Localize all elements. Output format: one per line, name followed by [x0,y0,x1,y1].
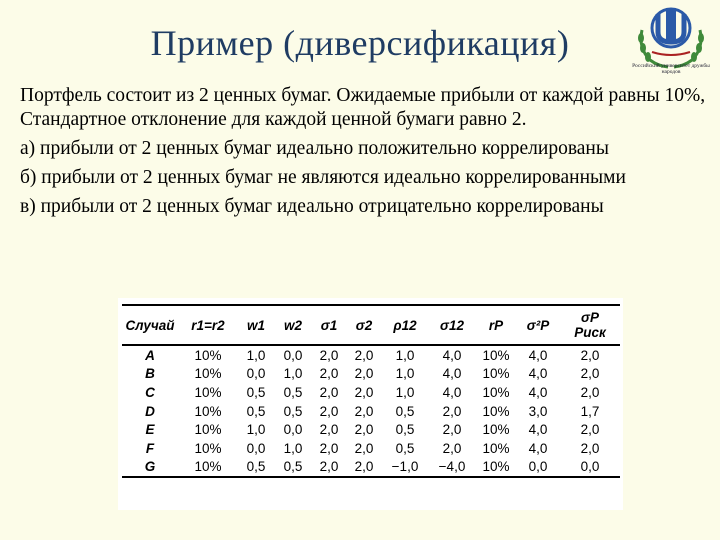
table-cell: 0,5 [246,459,266,475]
col-header-sigma1: σ1 [320,317,338,333]
table-cell-case: G [144,459,156,475]
table-cell-case: B [145,366,155,382]
problem-statement [20,84,710,224]
table-row [122,458,620,478]
table-cell: 10% [194,347,222,363]
table-cell: 10% [482,403,510,419]
table-cell: 10% [482,440,510,456]
col-header-rp: rP [488,317,504,333]
table-cell: 10% [482,384,510,400]
table-cell: 3,0 [528,403,548,419]
table-cell: 0,5 [395,403,415,419]
table-cell: 2,0 [354,422,374,438]
table-cell: 1,0 [246,347,266,363]
table-cell-case: F [145,440,155,456]
table-cell: 2,0 [580,366,600,382]
table-cell: 1,0 [283,440,303,456]
table-cell: 4,0 [442,366,462,382]
table-cell: 4,0 [442,347,462,363]
table-cell: 0,0 [580,459,600,475]
table-cell: −4,0 [438,459,466,475]
table-cell: 2,0 [319,384,339,400]
table-cell: 1,0 [395,366,415,382]
paragraph-intro: Портфель состоит из 2 ценных бумаг. Ожидаемые прибыли от каждой равны 10%, Стандартное отклонение для каждой ценной бумаги равно 2. [20,85,706,130]
table-cell: 0,0 [246,366,266,382]
table-cell: 0,5 [283,384,303,400]
paragraph-case-b: б) прибыли от 2 ценных бумаг не являются идеально коррелированными [20,167,626,188]
table-cell: 0,5 [395,422,415,438]
table-row [122,383,620,402]
table-cell: 2,0 [354,384,374,400]
table-cell: 2,0 [354,459,374,475]
table-cell: 10% [194,366,222,382]
table-cell: 2,0 [319,440,339,456]
table-cell: 10% [482,422,510,438]
table-cell: 2,0 [354,347,374,363]
table-cell: 1,0 [246,422,266,438]
col-header-sigma12: σ12 [440,317,464,333]
table-cell: −1,0 [391,459,419,475]
table-cell: 10% [194,422,222,438]
table-cell: 2,0 [319,403,339,419]
col-header-w2: w2 [283,317,302,333]
table-cell: 2,0 [319,347,339,363]
col-header-sigma2: σ2 [355,317,373,333]
table-cell: 4,0 [528,440,548,456]
diversification-table [118,298,623,510]
table-cell: 2,0 [354,366,374,382]
table-cell: 1,0 [395,384,415,400]
table-cell: 1,0 [395,347,415,363]
table-cell: 2,0 [580,440,600,456]
table-row [122,345,620,365]
table-cell: 0,5 [283,459,303,475]
table-cell: 2,0 [442,440,462,456]
table-cell: 10% [194,403,222,419]
table-cell-case: E [145,422,155,438]
table-cell: 0,0 [283,347,303,363]
col-header-sigma-p-symbol: σP [581,310,599,325]
table-header-row [122,305,620,345]
table-cell: 0,5 [283,403,303,419]
paragraph-case-a: а) прибыли от 2 ценных бумаг идеально положительно коррелированы [20,138,609,159]
table-cell: 2,0 [580,422,600,438]
table-cell: 0,0 [528,459,548,475]
table-cell: 2,0 [319,422,339,438]
table-cell: 10% [194,440,222,456]
table-cell-case: C [145,384,155,400]
table-row [122,402,620,421]
logo-caption: Российский университет дружбы народов [632,63,710,75]
table-cell: 4,0 [528,366,548,382]
table-cell: 10% [482,347,510,363]
col-header-case: Случай [125,317,175,333]
table-cell: 0,0 [283,422,303,438]
table-cell: 2,0 [580,347,600,363]
table-cell: 4,0 [442,384,462,400]
table-cell: 2,0 [319,459,339,475]
col-header-variance-p: σ²P [526,317,550,333]
table-cell: 1,7 [580,403,600,419]
table-row [122,365,620,384]
table-cell-case: A [145,347,155,363]
col-header-rho12: ρ12 [393,317,417,333]
table-cell: 2,0 [354,440,374,456]
table-cell: 10% [482,366,510,382]
table-cell: 2,0 [442,403,462,419]
table-cell: 0,0 [246,440,266,456]
table-cell: 2,0 [319,366,339,382]
table-cell: 4,0 [528,347,548,363]
table-cell: 2,0 [442,422,462,438]
table-cell: 10% [482,459,510,475]
table-row [122,420,620,439]
col-header-sigma-p [560,305,620,345]
table-cell: 0,5 [246,384,266,400]
paragraph-case-c: в) прибыли от 2 ценных бумаг идеально отрицательно коррелированы [20,196,604,217]
table-row [122,439,620,458]
table-cell: 2,0 [580,384,600,400]
table-cell: 10% [194,459,222,475]
col-header-r: r1=r2 [191,317,225,333]
table-cell: 0,5 [395,440,415,456]
table-cell-case: D [145,403,155,419]
table-cell: 10% [194,384,222,400]
table-cell: 4,0 [528,384,548,400]
table-cell: 4,0 [528,422,548,438]
table-body [122,345,620,477]
table-cell: 2,0 [354,403,374,419]
col-header-risk: Риск [574,325,606,340]
slide-title: Пример (диверсификация) [150,23,570,63]
table-cell: 0,5 [246,403,266,419]
col-header-w1: w1 [246,317,265,333]
table-cell: 1,0 [283,366,303,382]
